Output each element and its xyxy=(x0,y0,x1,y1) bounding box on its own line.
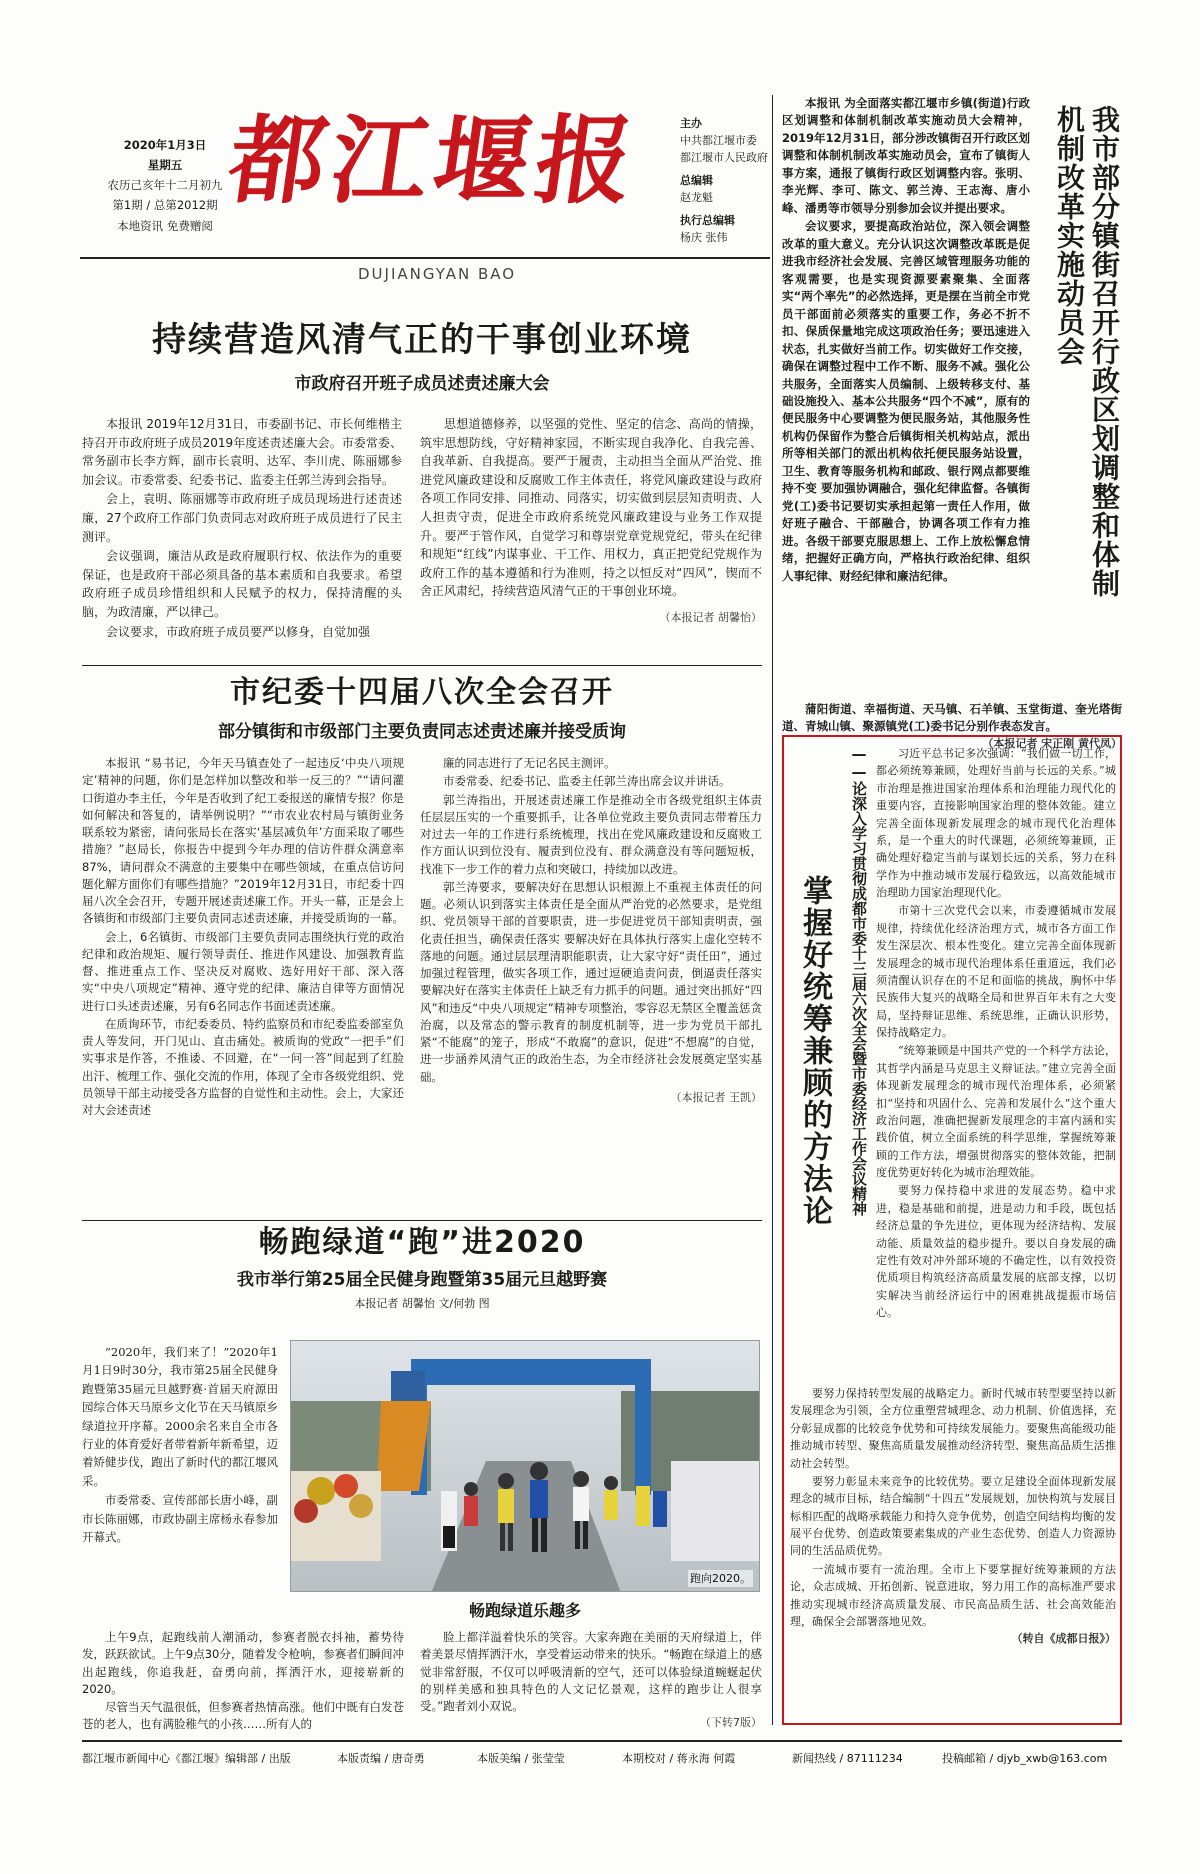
article-3-credit: 本报记者 胡馨怡 文/何勃 图 xyxy=(354,1297,490,1311)
article-2 xyxy=(82,675,762,1215)
article-3-continued: （下转7版） xyxy=(700,1716,762,1730)
article-5-paragraph: “统筹兼顾是中国共产党的一个科学方法论，其哲学内涵是马克思主义辩证法。”建立完善全面体现新发展理念的城市现代治理体系，必须紧扣“坚持和巩固什么、完善和发展什么”这个重大政治问题，准确把握新发展理念的丰富内涵和实践价值，树立全面系统的科学思维，掌握统筹兼顾的工作方法，增强贯彻落实的整体效能，把制度优势更好转化为城市治理效能。 xyxy=(876,1044,1116,1179)
article-2-paragraph: 在质询环节，市纪委委员、特约监察员和市纪委监委部室负责人等发问，开门见山、直击痛处。被质询的党政“一把手”们实事求是作答，不推诿、不回避，在“一问一答”间起到了红脸出汗、梳理工作、强化交流的作用，体现了全市各级党组织、党员领导干部主动接受各方监督的自觉性和主动性。会上，大家还对大会述责述 xyxy=(82,1016,404,1117)
divider xyxy=(82,1220,762,1221)
article-4-headline: 我市部分镇街召开行政区划调整和体制机制改革实施动员会 xyxy=(1053,105,1121,598)
chief-editor-label: 总编辑 xyxy=(680,174,713,188)
article-5-paragraph: 市第十三次党代会以来，市委遵循城市发展规律，持续优化经济治理方式，城市各方面工作发生深层次、根本性变化。建立完善全面体现新发展理念的城市现代治理体系任重道远，我们必须清醒认识存在的不足和面临的挑战，胸怀中华民族伟大复兴的战略全局和世界百年未有之大变局，坚持辩证思维、系统思维，正确认识形势，保持战略定力。 xyxy=(876,904,1116,1039)
article-4 xyxy=(782,95,1122,750)
chief-editor: 赵龙魁 xyxy=(680,191,713,205)
article-3 xyxy=(82,1225,762,1732)
column-divider xyxy=(772,95,773,1725)
article-5-paragraph: 一流城市要有一流治理。全市上下要掌握好统筹兼顾的方法论，众志成城、开拓创新、锐意进取，努力用工作的高标准严要求推动实现城市经济高质量发展、市民高品质生活、社会高效能治理，确保全会部署落地见效。 xyxy=(790,1562,1116,1628)
article-3-bottom-col-2 xyxy=(420,1629,762,1732)
masthead-weekday: 星期五 xyxy=(147,158,183,173)
article-5-body-full xyxy=(790,1385,1116,1648)
footer-editor: 本版责编 / 唐奇勇 xyxy=(337,1752,425,1765)
masthead-date: 2020年1月3日 xyxy=(123,138,207,152)
article-1-subhead: 市政府召开班子成员述责述廉大会 xyxy=(294,373,550,394)
photo-title: 畅跑绿道乐趣多 xyxy=(468,1601,581,1620)
article-1-col-1 xyxy=(82,415,402,641)
article-2-headline: 市纪委十四届八次全会召开 xyxy=(230,675,614,710)
race-photo xyxy=(290,1340,760,1592)
footer xyxy=(82,1750,1122,1770)
article-5-paragraph: 要努力彰显未来竞争的比较优势。要立足建设全面体现新发展理念的城市目标，结合编制“十四五”发展规划，加快构筑与发展目标相匹配的战略承载能力和持久竞争优势，创造空间结构均衡的发展平台优势、创造政策要素集成的产业生态优势、创造人力资源协同的生活品质优势。 xyxy=(790,1474,1116,1558)
footer-email: 投稿邮箱 / djyb_xwb@163.com xyxy=(942,1752,1108,1765)
article-3-paragraph: 脸上都洋溢着快乐的笑容。大家奔跑在美丽的天府绿道上，伴着美景尽情挥洒汗水，享受着运动带来的快乐。“畅跑在绿道上的感觉非常舒服，不仅可以呼吸清新的空气，还可以体验绿道蜿蜒起伏的别样美感和独具特色的人文记忆景观，这样的跑步让人很享受。”跑者刘小双说。 xyxy=(420,1630,762,1713)
masthead-rule xyxy=(80,257,770,259)
article-1-paragraph: 思想道德修养，以坚强的党性、坚定的信念、高尚的情操，筑牢思想防线，守好精神家园，不断实现自我净化、自我完善、自我革新、自我提高。要严于履责，主动担当全面从严治党、推进党风廉政建设和反腐败工作主体责任，将党风廉政建设与政府各项工作同安排、同推动、同落实，切实做到层层知责明责、人人担责守责，促进全市政府系统党风廉政建设与业务工作双提升。要严于管作风，自觉学习和尊崇党章党规党纪，带头在纪律和规矩“红线”内谋事业、干工作、用权力，真正把党纪党规作为政府工作的基本遵循和行为准则，持之以恒反对“四风”，锲而不舍正风肃纪，持续营造风清气正的干事创业环境。 xyxy=(420,417,762,599)
article-2-paragraph: 郭兰涛要求，要解决好在思想认识根源上不重视主体责任的问题。必须认识到落实主体责任是全面从严治党的必然要求，是党组织、党员领导干部的首要职责，进一步促进党员干部知责明责，强化责任担当，确保责任落实 要解决好在具体执行落实上虚化空转不落地的问题。通过层层理清职能职责，让大家守好“责任田”，通过加强过程管理，做实各项工作，通过逗硬追责问责，倒逼责任落实 要解决好在落实主体责任上缺乏有力抓手的问题。通过突出抓好“四风”和违反“中央八项规定”精神专项整治，零容忍无禁区全覆盖惩贪治腐，以及常态的警示教育的制度机制等，进一步为党员干部扎紧“不能腐”的笼子，形成“不敢腐”的意识，促进“不想腐”的自觉，进一步涵养风清气正的政治生态，为全市经济社会发展奠定坚实基础。 xyxy=(420,879,762,1084)
article-1 xyxy=(82,320,762,660)
exec-editor: 杨庆 张伟 xyxy=(680,231,728,245)
article-2-col-1 xyxy=(82,755,404,1119)
article-1-byline: （本报记者 胡馨怡） xyxy=(659,610,762,624)
article-2-col-2 xyxy=(420,755,762,1106)
race-photo-illustration xyxy=(291,1341,760,1592)
footer-publisher: 都江堰市新闻中心《都江堰》编辑部 / 出版 xyxy=(82,1752,291,1765)
article-1-headline: 持续营造风清气正的干事创业环境 xyxy=(152,320,692,360)
article-5 xyxy=(790,745,1116,1717)
article-3-paragraph: 上午9点，起跑线前人潮涌动，参赛者脱衣抖袖，蓄势待发，跃跃欲试。上午9点30分，随着发令枪响，参赛者们瞬间冲出起跑线，你追我赶，奋勇向前，挥洒汗水，迎接崭新的2020。 xyxy=(82,1630,404,1696)
article-1-paragraph: 会上，袁明、陈丽娜等市政府班子成员现场进行述责述廉，27个政府工作部门负责同志对政府班子成员进行了民主测评。 xyxy=(82,492,402,544)
article-4-paragraph: 蒲阳街道、幸福街道、天马镇、石羊镇、玉堂街道、奎光塔街道、青城山镇、聚源镇党(工)委书记分别作表态发言。 xyxy=(782,702,1122,734)
article-1-paragraph: 本报讯 2019年12月31日，市委副书记、市长何维楷主持召开市政府班子成员2019年度述责述廉大会。市委常委、常务副市长李方辉，副市长袁明、达军、李川虎、陈丽娜参加会议。市委常委、纪委书记、监委主任郭兰涛到会指导。 xyxy=(82,417,402,487)
divider xyxy=(82,665,762,666)
masthead-date-block xyxy=(95,135,235,236)
sponsor-label: 主办 xyxy=(680,117,702,130)
footer-rule xyxy=(82,1740,1122,1742)
article-5-source: （转自《成都日报》） xyxy=(1011,1632,1116,1646)
masthead-issue: 第1期 / 总第2012期 xyxy=(112,198,218,213)
article-3-left-col xyxy=(82,1343,278,1546)
article-2-paragraph: 会上，6名镇街、市级部门主要负责同志围绕执行党的政治纪律和政治规矩、履行领导责任、推进作风建设、加强教育监督、推进重点工作、坚决反对腐败、选好用好干部、深入落实“中央八项规定”精神、遵守党的纪律、廉洁自律等方面情况进行口头述责述廉，另有6名同志作书面述责述廉。 xyxy=(82,929,404,1013)
article-5-headline: 掌握好统筹兼顾的方法论 xyxy=(797,875,832,1227)
masthead-title: 都江堰报 xyxy=(222,104,647,217)
sponsor-2: 都江堰市人民政府 xyxy=(680,151,768,165)
photo-corner-caption: 跑向2020。 xyxy=(688,1570,753,1587)
article-4-body-top xyxy=(782,95,1030,610)
masthead xyxy=(80,95,780,285)
article-4-byline: （本报记者 宋正刚 黄代凤） xyxy=(982,736,1122,750)
article-3-headline: 畅跑绿道“跑”进2020 xyxy=(258,1225,586,1260)
article-3-paragraph: “2020年，我们来了！”2020年1月1日9时30分，我市第25届全民健身跑暨第35届元旦越野赛·首届天府源田园综合体天马原乡文化节在天马镇原乡绿道拉开序幕。2000余名来自全市各行业的体育爱好者带着新年新希望，迈着矫健步伐，跑出了新时代的都江堰风采。 xyxy=(82,1345,278,1488)
article-3-subhead: 我市举行第25届全民健身跑暨第35届元旦越野赛 xyxy=(236,1270,608,1290)
article-4-paragraph: 本报讯 为全面落实都江堰市乡镇(街道)行政区划调整和体制机制改革实施动员大会精神，2019年12月31日，部分涉改镇街召开行政区划调整和体制机制改革实施动员会，宣布了镇街人事方案，通报了镇街行政区划调整内容。张明、李光辉、李可、陈文、郭兰涛、王志海、唐小峰、潘勇等市领导分别参加会议并提出要求。 xyxy=(782,96,1031,215)
exec-editor-label: 执行总编辑 xyxy=(680,214,735,228)
article-3-paragraph: 尽管当天气温很低，但参赛者热情高涨。他们中既有白发苍苍的老人，也有满脸稚气的小孩……所有人的 xyxy=(82,1700,404,1732)
article-2-subhead: 部分镇街和市级部门主要负责同志述责述廉并接受质询 xyxy=(218,722,626,742)
masthead-pinyin: DUJIANGYAN BAO xyxy=(350,263,524,286)
article-5-paragraph: 要努力保持稳中求进的发展态势。稳中求进，稳是基础和前提，进是动力和手段，既包括经济总量的争先进位，更体现为经济结构、发展动能、质量效益的稳步提升。要以自身发展的确定性有效对冲外部环境的不确定性，以有效投资优质项目构筑经济高质量发展的底部支撑，以切实解决当前经济运行中的困难挑战提振市场信心。 xyxy=(876,1184,1116,1319)
article-2-paragraph: 市委常委、纪委书记、监委主任郭兰涛出席会议并讲话。 xyxy=(443,774,731,789)
article-4-paragraph: 会议要求，要提高政治站位，深入领会调整改革的重大意义。充分认识这次调整改革既是促进我市经济社会发展、完善区域管理服务功能的客观需要，也是实现资源要素聚集、全面落实“两个率先”的必然选择，更是摆在当前全市党员干部面前必须落实的重要工作，务必不折不扣、保质保量地完成这项政治任务；要迅速进入状态，扎实做好当前工作。切实做好工作交接，确保在调整过程中工作不断、服务不减。强化公共服务，全面落实人员编制、上级转移支付、基础设施投入、基本公共服务“四个不减”，原有的便民服务中心要调整为便民服务站，其他服务性机构仍保留作为整合后镇街相关机构站点，派出所等相关部门的派出机构依托便民服务站设置，卫生、教育等服务机构和邮政、银行网点都要维持不变 要加强协调融合，强化纪律监督。各镇街党(工)委书记要切实承担起第一责任人作用，做好班子融合、干部融合，协调各项工作有力推进。各级干部要克服思想上、工作上放松懈怠情绪，把握好正确方向，严格执行政治纪律、组织人事纪律、财经纪律和廉洁纪律。 xyxy=(782,219,1030,583)
footer-proof: 本期校对 / 蒋永海 何霞 xyxy=(622,1752,736,1765)
article-3-bottom-col-1 xyxy=(82,1629,404,1734)
masthead-distribution: 本地资讯 免费赠阅 xyxy=(117,218,213,233)
article-2-paragraph: 郭兰涛指出，开展述责述廉工作是推动全市各级党组织主体责任层层压实的一个重要抓手，让各单位党政主要负责同志带着压力对过去一年的工作进行系统梳理，找出在党风廉政建设和反腐败工作方面认识到位没有、履责到位没有、群众满意没有等问题短板，找准下一步工作的着力点和突破口，持续加以改进。 xyxy=(420,792,762,876)
article-5-subtitle: ——论深入学习贯彻成都市委十三届六次全会暨市委经济工作会议精神 xyxy=(850,745,868,1216)
article-5-body xyxy=(876,745,1116,1321)
article-5-paragraph: 习近平总书记多次强调：“我们做一切工作，都必须统筹兼顾，处理好当前与长远的关系。”城市治理是推进国家治理体系和治理能力现代化的重要内容，直接影响国家治理的整体效能。建立完善全面体现新发展理念的城市现代化治理体系，是一个重大的时代课题，必须统筹兼顾，正确处理好稳定当前与谋划长远的关系，努力在科学作为中推动城市发展行稳致远，以高效能城市治理助力国家治理现代化。 xyxy=(876,747,1116,899)
article-1-paragraph: 会议要求，市政府班子成员要严以修身，自觉加强 xyxy=(106,624,371,639)
footer-designer: 本版美编 / 张莹莹 xyxy=(477,1752,565,1765)
footer-hotline: 新闻热线 / 87111234 xyxy=(792,1752,903,1765)
article-3-paragraph: 市委常委、宣传部部长唐小峰，副市长陈丽娜，市政协副主席杨永春参加开幕式。 xyxy=(82,1493,278,1544)
article-2-paragraph: 本报讯 “易书记，今年天马镇查处了一起违反‘中央八项规定’精神的问题，你们是怎样加以整改和举一反三的？”“请问灌口街道办李主任，今年是否收到了纪工委报送的廉情专报？你是如何解决和答复的，请举例说明？”“市农业农村局与镇街业务联系较为紧密，请问张局长在落实‘基层减负年’方面采取了哪些措施？”赵局长，你报告中提到今年办理的信访件群众满意率87%，请问群众不满意的主要集中在哪些领域，在重点信访问题化解方面你们有哪些措施？”2019年12月31日，市纪委十四届八次全会召开，专题开展述责述廉工作。开头一幕，正是会上各镇街和市级部门主要负责同志述责述廉，并接受质询的一幕。 xyxy=(82,756,404,926)
article-2-paragraph: 廉的同志进行了无记名民主测评。 xyxy=(443,756,616,770)
article-1-paragraph: 会议强调，廉洁从政是政府履职行权、依法作为的重要保证，也是政府干部必须具备的基本素质和自我要求。希望政府班子成员珍惜组织和人民赋予的权力，保持清醒的头脑，为政清廉，严以律己。 xyxy=(82,549,402,619)
sponsor-1: 中共都江堰市委 xyxy=(680,134,757,148)
article-1-col-2 xyxy=(420,415,762,626)
masthead-lunar: 农历己亥年十二月初九 xyxy=(107,178,223,193)
article-2-byline: （本报记者 王凯） xyxy=(670,1090,762,1104)
article-5-paragraph: 要努力保持转型发展的战略定力。新时代城市转型要坚持以新发展理念为引领，全方位重塑营城理念、动力机制、价值选择，充分彰显成都的比较竞争优势和可持续发展能力。要聚焦高能级功能推动城市转型、聚焦高质量发展推动经济转型、聚焦高品质生活推动社会转型。 xyxy=(790,1387,1116,1470)
